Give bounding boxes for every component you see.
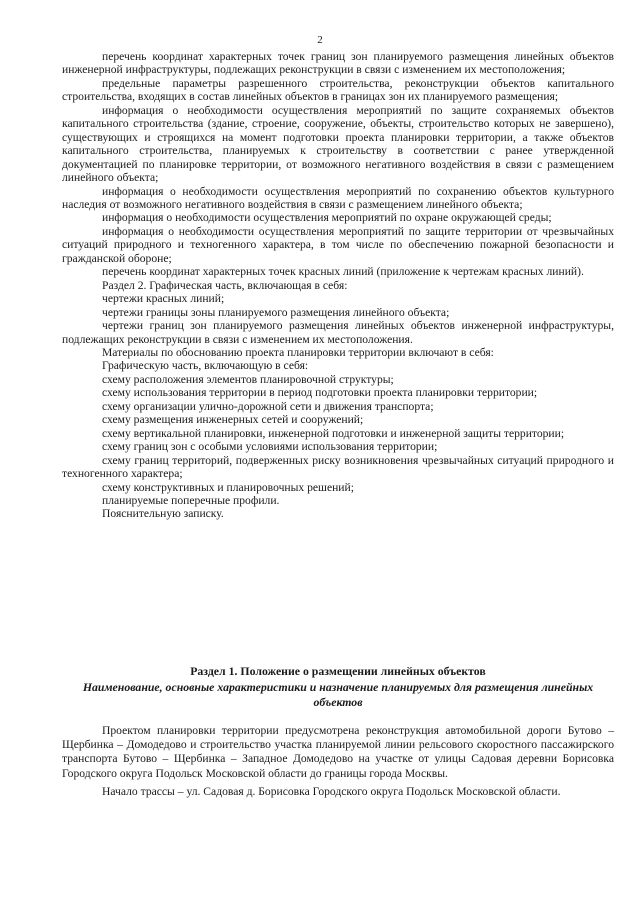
paragraph: Проектом планировки территории предусмотрена реконструкция автомобильной дороги Бутово – Щербинка – Домодедово и строительство участка планируемой линии рельсового скоростного пассажирского транспорта Бутово – Щербинка – Западное Домодедово на участке от улицы Садовая деревни Борисовка Городского округа Подольск Московской области до границы города Москвы. xyxy=(62,724,614,780)
paragraph: схему организации улично-дорожной сети и движения транспорта; xyxy=(102,399,434,413)
document-body xyxy=(62,50,614,521)
paragraph: Начало трассы – ул. Садовая д. Борисовка Городского округа Подольск Московской области. xyxy=(102,784,561,798)
section-heading: Раздел 1. Положение о размещении линейных объектов xyxy=(190,664,486,678)
paragraph: чертежи красных линий; xyxy=(102,292,225,306)
paragraph: информация о необходимости осуществления мероприятий по защите территории от чрезвычайных ситуаций природного и техногенного характера, в том числе по обеспечению пожарной безопасности и гражданской обороне; xyxy=(62,224,614,265)
paragraph: схему вертикальной планировки, инженерной подготовки и инженерной защиты территории; xyxy=(102,426,565,440)
paragraph: чертежи границ зон планируемого размещения линейных объектов инженерной инфраструктуры, подлежащих реконструкции в связи с изменением их местоположения. xyxy=(62,319,614,346)
paragraph: схему расположения элементов планировочной структуры; xyxy=(102,372,394,386)
paragraph: Графическую часть, включающую в себя: xyxy=(102,359,309,373)
paragraph: информация о необходимости осуществления мероприятий по охране окружающей среды; xyxy=(102,211,552,225)
section-subheading: Наименование, основные характеристики и назначение планируемых для размещения линейных объектов xyxy=(82,680,594,709)
paragraph: информация о необходимости осуществления мероприятий по защите сохраняемых объектов капитального строительства (здание, строение, сооружение, объекты, строительство которых не завершено), существующих и строящихся на момент подготовки проекта планировки территории, а также объектов капитального строительства, планируемых к строительству в соответствии с ранее утвержденной документацией по планировке территории, от возможного негативного воздействия в связи с размещением линейного объекта; xyxy=(62,103,614,185)
paragraph: информация о необходимости осуществления мероприятий по сохранению объектов культурного наследия от возможного негативного воздействия в связи с размещением линейного объекта; xyxy=(62,184,614,211)
paragraph: схему использования территории в период подготовки проекта планировки территории; xyxy=(102,386,538,400)
paragraph: Пояснительную записку. xyxy=(102,507,224,521)
paragraph: чертежи границы зоны планируемого размещения линейного объекта; xyxy=(102,305,450,319)
paragraph: планируемые поперечные профили. xyxy=(102,493,280,507)
page-number: 2 xyxy=(317,34,323,46)
paragraph: Раздел 2. Графическая часть, включающая в себя: xyxy=(102,278,348,292)
paragraph: схему границ территорий, подверженных риску возникновения чрезвычайных ситуаций природного и техногенного характера; xyxy=(62,453,614,481)
section-body xyxy=(62,724,614,799)
paragraph: предельные параметры разрешенного строительства, реконструкции объектов капитального строительства, входящих в состав линейных объектов в границах зон их планируемого размещения; xyxy=(62,76,614,104)
paragraph: перечень координат характерных точек красных линий (приложение к чертежам красных линий). xyxy=(102,265,584,279)
paragraph: Материалы по обоснованию проекта планировки территории включают в себя: xyxy=(102,345,494,359)
paragraph: схему размещения инженерных сетей и сооружений; xyxy=(102,413,364,427)
paragraph: схему границ зон с особыми условиями использования территории; xyxy=(102,440,438,454)
paragraph: перечень координат характерных точек границ зон планируемого размещения линейных объектов инженерной инфраструктуры, подлежащих реконструкции в связи с изменением их местоположения; xyxy=(62,50,614,77)
paragraph: схему конструктивных и планировочных решений; xyxy=(102,480,354,494)
